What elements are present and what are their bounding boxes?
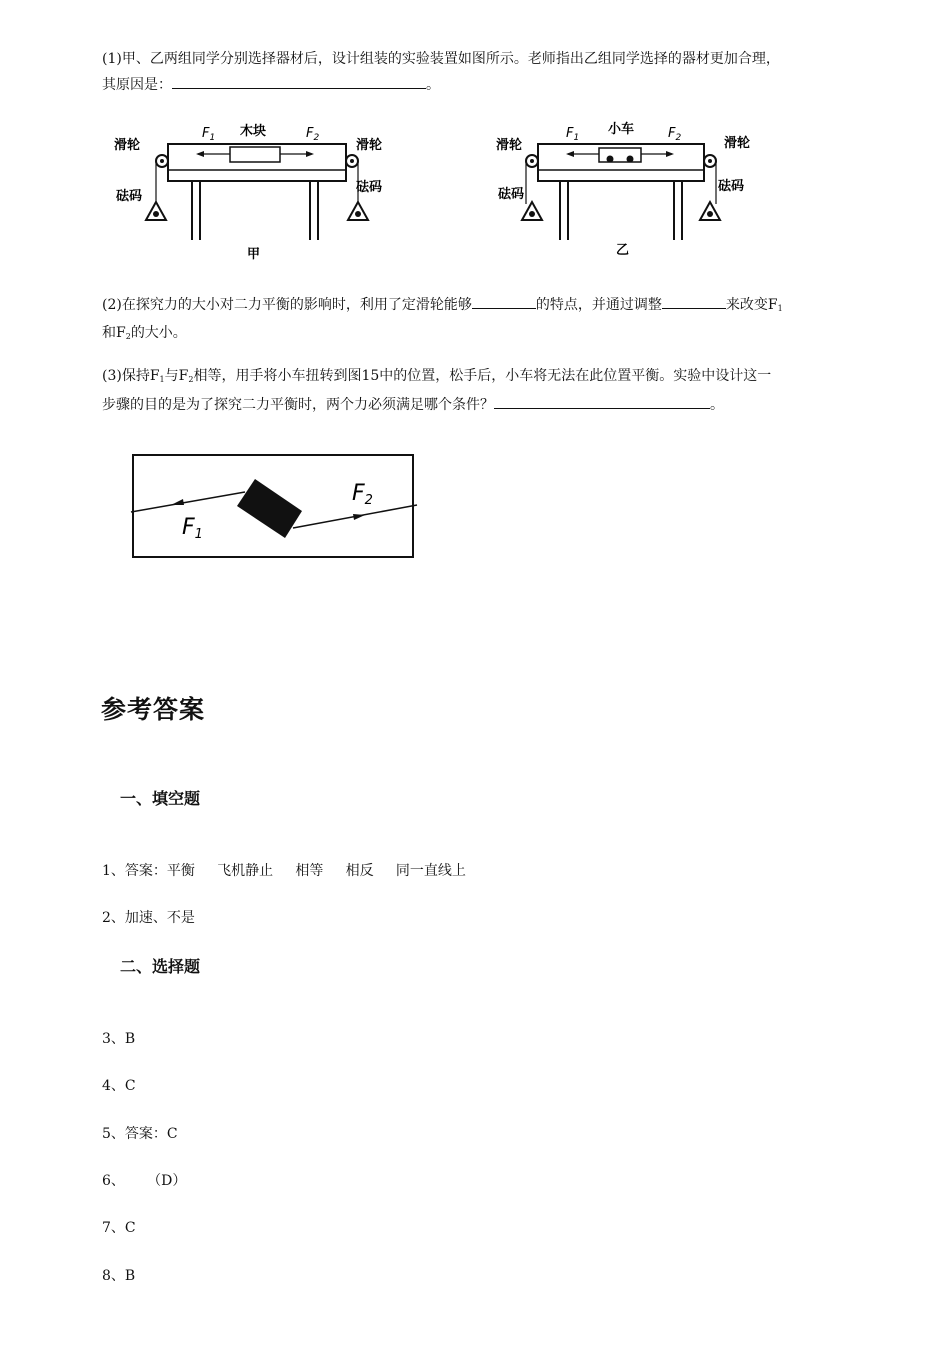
svg-text:F2 — [306, 126, 319, 143]
svg-text:F1 — [566, 126, 579, 143]
figure-jia — [100, 118, 400, 268]
label-f1: F — [182, 515, 195, 540]
answer-3: 3、B — [102, 1031, 136, 1047]
answer-blank-3[interactable] — [662, 292, 726, 309]
label-f1-sub: 1 — [573, 133, 580, 143]
answer-6: 6、 （D） — [102, 1173, 187, 1189]
label-f2-sub: 2 — [313, 133, 320, 143]
label-pulley-left: 滑轮 — [496, 138, 523, 153]
question-3 — [102, 364, 862, 418]
svg-text:F2 — [668, 126, 681, 143]
label-f1-sub: 1 — [194, 527, 203, 542]
label-f1: F — [202, 126, 210, 141]
label-f2: F — [352, 481, 365, 506]
figure-yi — [488, 118, 768, 268]
answer-5: 5、答案：C — [102, 1126, 178, 1142]
label-f1: F — [566, 126, 574, 141]
question-2-line2: 和$F_2$的大小。 — [102, 325, 187, 341]
label-f1-sub: 1 — [209, 133, 216, 143]
question-1-suffix: 。 — [426, 77, 440, 93]
figure-15 — [125, 450, 425, 570]
question-1 — [102, 47, 862, 98]
label-pulley-left: 滑轮 — [114, 138, 141, 153]
section-multiple-choice: 二、选择题 — [120, 957, 201, 976]
svg-text:F1 — [202, 126, 215, 143]
answer-1: 1、答案：平衡 飞机静止 相等 相反 同一直线上 — [102, 863, 466, 879]
label-weight-left: 砝码 — [498, 187, 525, 202]
caption-yi: 乙 — [616, 243, 630, 258]
label-f2-sub: 2 — [675, 133, 682, 143]
question-1-prefix: 其原因是： — [102, 77, 172, 93]
caption-jia: 甲 — [247, 247, 261, 262]
question-2-line1: (2)在探究力的大小对二力平衡的影响时，利用了定滑轮能够 的特点，并通过调整 来改变$F_1$ — [102, 292, 862, 321]
wood-block — [230, 147, 280, 162]
cart — [599, 148, 641, 162]
question-2 — [102, 292, 862, 349]
label-weight-right: 砝码 — [356, 180, 383, 195]
answers-title: 参考答案 — [101, 695, 206, 724]
answer-2: 2、加速、不是 — [102, 910, 195, 926]
answer-blank-2[interactable] — [472, 292, 536, 309]
label-weight-left: 砝码 — [116, 189, 143, 204]
answer-7: 7、C — [102, 1220, 136, 1236]
answer-blank-4[interactable] — [494, 392, 710, 409]
label-weight-right: 砝码 — [718, 179, 745, 194]
question-3-line1: (3)保持$F_1$与$F_2$相等，用手将小车扭转到图15中的位置，松手后，小车将无法在此位置平衡。实验中设计这一 — [102, 368, 772, 384]
label-object: 小车 — [608, 122, 635, 137]
answer-blank-1[interactable] — [172, 72, 426, 89]
question-3-line2: 步骤的目的是为了探究二力平衡时，两个力必须满足哪个条件？ 。 — [102, 392, 862, 418]
label-pulley-right: 滑轮 — [356, 138, 383, 153]
question-1-line1: (1)甲、乙两组同学分别选择器材后，设计组装的实验装置如图所示。老师指出乙组同学选择的器材更加合理， — [102, 51, 780, 67]
label-f2: F — [668, 126, 676, 141]
label-f2-sub: 2 — [364, 493, 373, 508]
label-pulley-right: 滑轮 — [724, 136, 751, 151]
section-fill-in: 一、填空题 — [120, 789, 201, 808]
label-f2: F — [306, 126, 314, 141]
answer-8: 8、B — [102, 1268, 136, 1284]
label-object: 木块 — [240, 124, 267, 139]
question-1-line2 — [102, 72, 862, 98]
answer-4: 4、C — [102, 1078, 136, 1094]
